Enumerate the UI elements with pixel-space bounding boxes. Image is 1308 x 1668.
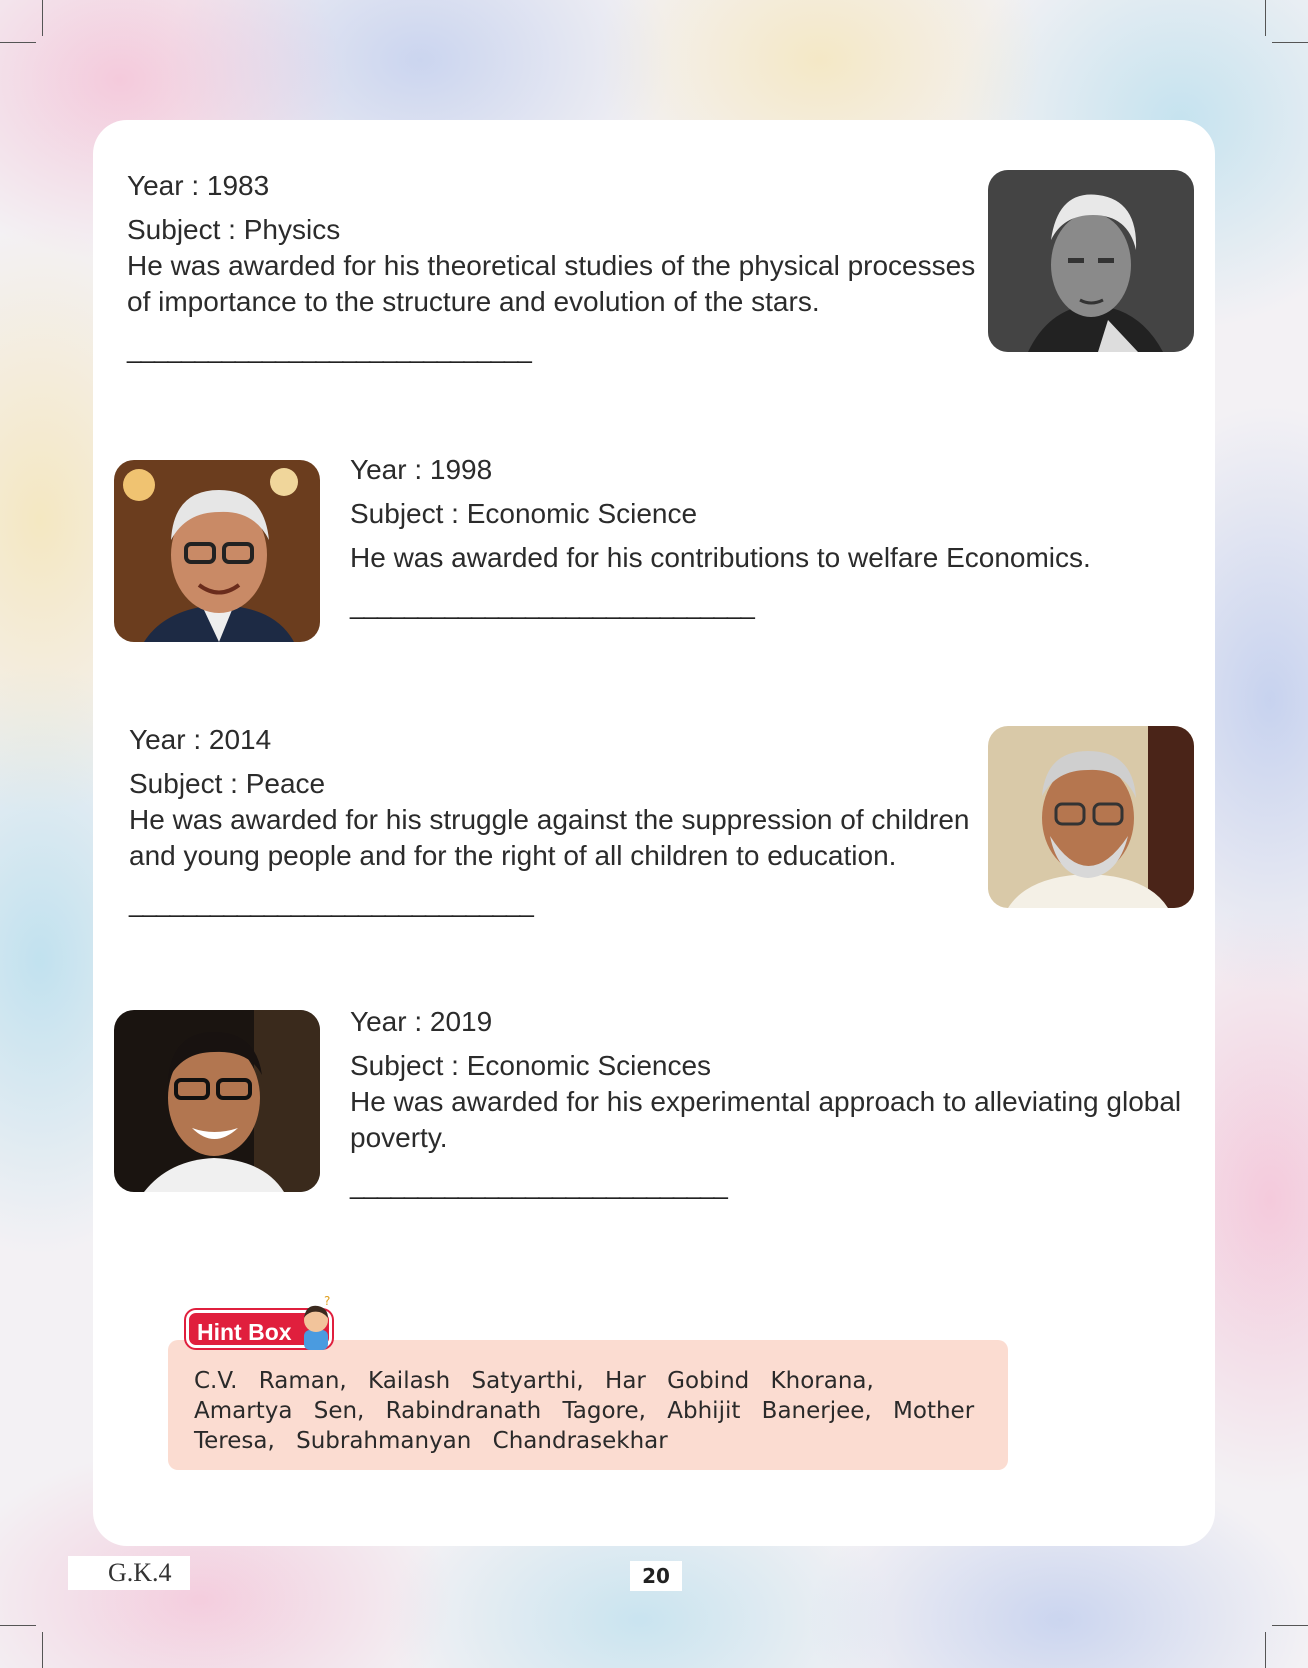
crop-mark: [42, 1632, 43, 1668]
portrait-elderly-man-grayscale-icon: [988, 170, 1194, 352]
entry-description: He was awarded for his theoretical studies of the physical processes of importance to the structure and evolution of the stars.: [127, 250, 976, 317]
thinking-kid-icon: [296, 1296, 336, 1352]
page-number: 20: [630, 1561, 682, 1591]
hint-box-label: Hint Box: [186, 1310, 332, 1348]
answer-blank[interactable]: ______________________________: [129, 888, 533, 918]
crop-mark: [0, 1625, 36, 1626]
book-label: G.K.4: [68, 1556, 190, 1590]
hint-text: C.V. Raman, Kailash Satyarthi, Har Gobind Khorana, Amartya Sen, Rabindranath Tagore, Abhijit Banerjee, Mother Teresa, Subrahmanyan Chandrasekhar: [194, 1368, 975, 1454]
portrait-elderly-man-glasses-icon: [114, 460, 320, 642]
hint-box: [168, 1340, 1008, 1470]
entry-description: He was awarded for his contributions to welfare Economics.: [350, 542, 1091, 573]
entry-subject: Subject : Physics: [127, 214, 341, 245]
entry-description: He was awarded for his struggle against the suppression of children and young people and for the right of all children to education.: [129, 804, 970, 871]
crop-mark: [1272, 1625, 1308, 1626]
crop-mark: [42, 0, 43, 36]
entry-subject: Subject : Economic Sciences: [350, 1050, 712, 1081]
portrait-man-smiling-glasses-icon: [114, 1010, 320, 1192]
entry-year: Year : 2014: [129, 724, 272, 755]
crop-mark: [1265, 1632, 1266, 1668]
entry-description: He was awarded for his experimental approach to alleviating global poverty.: [350, 1086, 1182, 1153]
svg-text:?: ?: [324, 1296, 331, 1308]
crop-mark: [1272, 42, 1308, 43]
entry-2014: [129, 722, 989, 919]
entry-subject: Subject : Economic Science: [350, 498, 698, 529]
entry-1998: [350, 452, 1210, 621]
portrait-man-grey-beard-glasses-icon: [988, 726, 1194, 908]
entry-1983: [127, 168, 987, 365]
entry-subject: Subject : Peace: [129, 768, 326, 799]
entry-year: Year : 1998: [350, 454, 493, 485]
answer-blank[interactable]: ______________________________: [350, 590, 754, 620]
entry-year: Year : 2019: [350, 1006, 493, 1037]
crop-mark: [1265, 0, 1266, 36]
crop-mark: [0, 42, 36, 43]
entry-2019: [350, 1004, 1210, 1201]
entry-year: Year : 1983: [127, 170, 270, 201]
answer-blank[interactable]: ______________________________: [127, 334, 531, 364]
answer-blank[interactable]: ____________________________: [350, 1170, 727, 1200]
